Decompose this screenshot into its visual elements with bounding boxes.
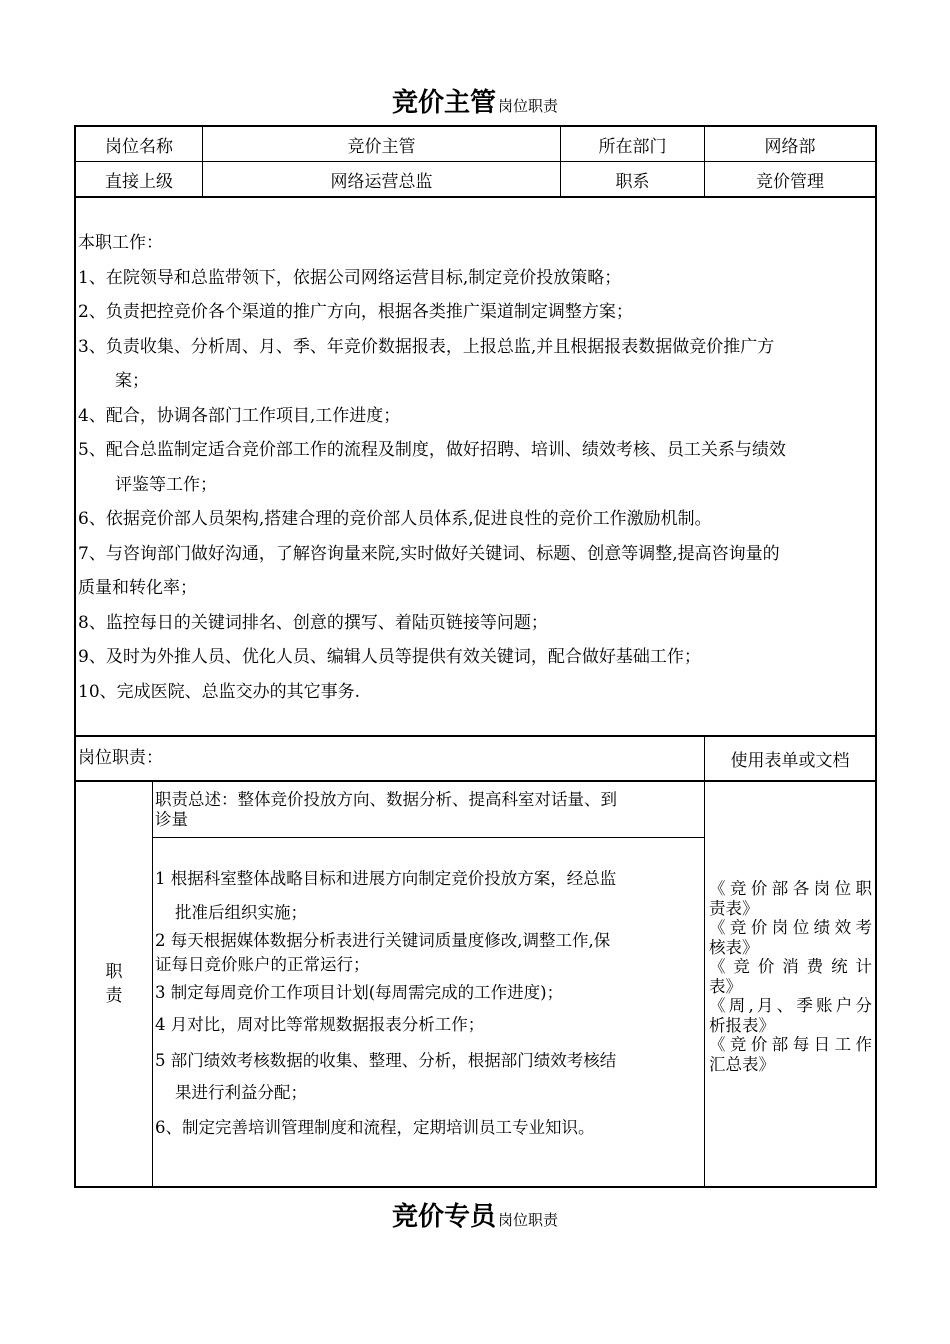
title-suffix: 岗位职责 bbox=[498, 97, 559, 115]
resp-item-line: 5 部门绩效考核数据的收集、整理、分析，根据部门绩效考核结 bbox=[155, 1051, 617, 1070]
side-label-char: 责 bbox=[105, 986, 123, 1006]
label-supervisor: 直接上级 bbox=[105, 171, 173, 192]
summary-line: 职责总述：整体竞价投放方向、数据分析、提高科室对话量、到 bbox=[155, 790, 617, 809]
resp-item-line: 果进行利益分配； bbox=[175, 1083, 307, 1102]
resp-item-line: 4 月对比，周对比等常规数据报表分析工作； bbox=[155, 1015, 485, 1034]
resp-header-bottom bbox=[75, 780, 876, 782]
resp-item-line: 批准后组织实施； bbox=[175, 903, 307, 922]
doc-line: 《竞价岗位绩效考 bbox=[709, 918, 872, 937]
duty-line: 5、配合总监制定适合竞价部工作的流程及制度，做好招聘、培训、绩效考核、员工关系与绩效 bbox=[78, 440, 786, 460]
duty-line: 8、监控每日的关键词排名、创意的撰写、着陆页链接等问题； bbox=[78, 612, 548, 633]
resp-label-divider bbox=[152, 782, 153, 1187]
resp-item-line: 3 制定每周竞价工作项目计划(每周需完成的工作进度)； bbox=[155, 983, 564, 1002]
doc-line: 《竞价部各岗位职 bbox=[709, 879, 872, 898]
duty-line: 案； bbox=[115, 371, 149, 391]
info-table-bottom bbox=[75, 196, 876, 198]
resp-header-label: 岗位职责： bbox=[78, 748, 163, 768]
resp-summary-divider bbox=[153, 837, 704, 838]
duty-line: 9、及时为外推人员、优化人员、编辑人员等提供有效关键词，配合做好基础工作； bbox=[78, 647, 701, 667]
resp-item-line: 1 根据科室整体战略目标和进展方向制定竞价投放方案，经总监 bbox=[155, 869, 617, 888]
title-main: 竞价主管 bbox=[391, 88, 496, 118]
value-department: 网络部 bbox=[764, 136, 816, 157]
doc-line: 《竞价消费统计 bbox=[709, 957, 872, 976]
resp-item-line: 6、制定完善培训管理制度和流程，定期培训员工专业知识。 bbox=[155, 1118, 595, 1137]
doc-line: 核表》 bbox=[709, 937, 759, 957]
value-job-family: 竞价管理 bbox=[756, 171, 824, 192]
value-supervisor: 网络运营总监 bbox=[330, 171, 433, 192]
resp-item-line: 证每日竞价账户的正常运行； bbox=[155, 955, 370, 974]
duty-line: 3、负责收集、分析周、月、季、年竞价数据报表，上报总监,并且根据报表数据做竞价推广方 bbox=[78, 336, 775, 357]
doc-line: 《周,月、季账户分 bbox=[709, 996, 872, 1015]
label-position-name: 岗位名称 bbox=[105, 136, 173, 157]
title2-suffix: 岗位职责 bbox=[498, 1211, 559, 1229]
duty-line: 2、负责把控竞价各个渠道的推广方向，根据各类推广渠道制定调整方案； bbox=[78, 302, 633, 322]
duty-line: 10、完成医院、总监交办的其它事务. bbox=[78, 681, 361, 702]
side-label-char: 职 bbox=[105, 962, 123, 982]
doc-line: 《竞价部每日工作 bbox=[709, 1035, 872, 1054]
resp-docs-divider bbox=[704, 736, 705, 1187]
page-title bbox=[0, 82, 950, 119]
label-department: 所在部门 bbox=[598, 136, 667, 157]
duty-line: 7、与咨询部门做好沟通，了解咨询量来院,实时做好关键词、标题、创意等调整,提高咨询量的 bbox=[78, 543, 780, 564]
resp-summary bbox=[155, 790, 702, 830]
page-title-2 bbox=[0, 1196, 950, 1233]
resp-docs-list bbox=[709, 879, 872, 1074]
resp-items bbox=[155, 862, 704, 1146]
title2-main: 竞价专员 bbox=[391, 1202, 496, 1232]
resp-docs-header: 使用表单或文档 bbox=[730, 751, 850, 771]
duties-section bbox=[78, 226, 874, 709]
duty-line: 1、在院领导和总监带领下，依据公司网络运营目标,制定竞价投放策略； bbox=[78, 267, 622, 288]
doc-line: 表》 bbox=[709, 976, 742, 996]
label-job-family: 职系 bbox=[615, 171, 650, 192]
doc-line: 责表》 bbox=[709, 898, 759, 918]
duty-line: 4、配合，协调各部门工作项目,工作进度； bbox=[78, 405, 401, 426]
duty-line: 质量和转化率； bbox=[78, 578, 197, 598]
resp-item-line: 2 每天根据媒体数据分析表进行关键词质量度修改,调整工作,保 bbox=[155, 931, 611, 950]
duty-line: 评鉴等工作； bbox=[115, 474, 217, 495]
value-position-name: 竞价主管 bbox=[347, 136, 416, 157]
duty-line: 6、依据竞价部人员架构,搭建合理的竞价部人员体系,促进良性的竞价工作激励机制。 bbox=[78, 509, 712, 529]
doc-line: 析报表》 bbox=[709, 1015, 775, 1035]
duties-heading: 本职工作： bbox=[78, 233, 163, 253]
summary-line: 诊量 bbox=[155, 810, 188, 829]
doc-line: 汇总表》 bbox=[709, 1054, 775, 1074]
resp-side-label bbox=[76, 960, 152, 1008]
